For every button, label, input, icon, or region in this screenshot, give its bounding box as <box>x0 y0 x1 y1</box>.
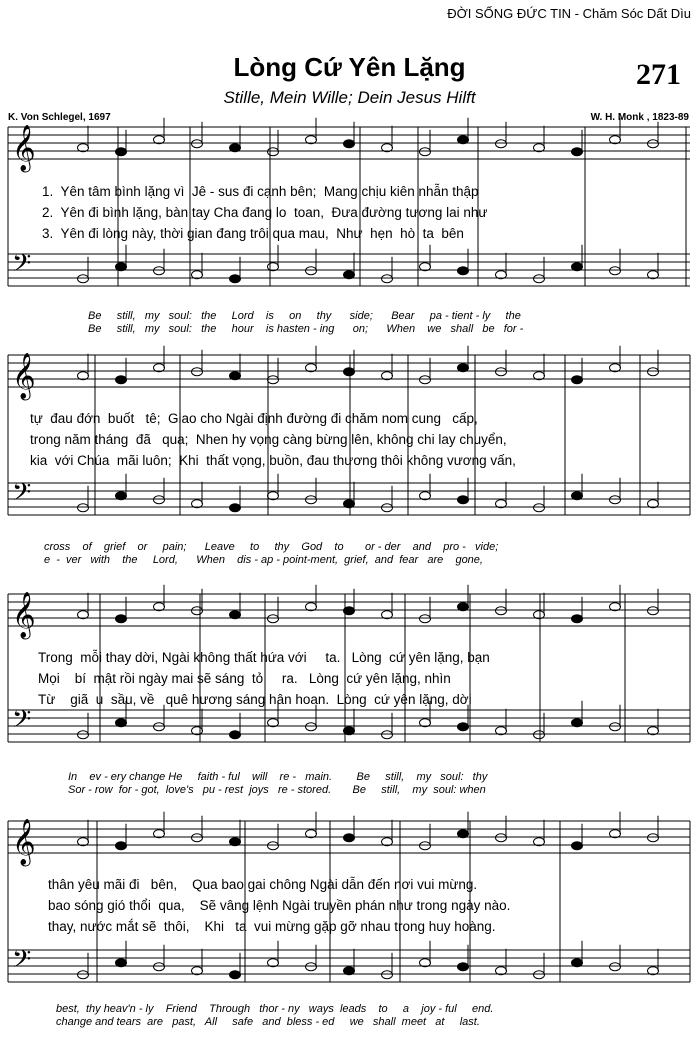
lyric-en-line: Be still, my soul: the hour is hasten - ing on; When we shall be for - <box>88 323 524 335</box>
note-head <box>382 971 393 979</box>
note-head <box>268 376 279 384</box>
lyric-vn-line: 1. Yên tâm bình lặng vì Jê - sus đi cạnh bên; Mang chịu kiên nhẫn thập <box>42 184 479 199</box>
treble-clef-icon: 𝄞 <box>12 592 36 638</box>
note-head <box>116 148 127 156</box>
bass-clef-icon: 𝄢 <box>12 478 32 513</box>
note-head <box>648 607 659 615</box>
note-head <box>268 615 279 623</box>
note-head <box>458 267 469 275</box>
note-head <box>572 615 583 623</box>
lyric-vn-line: Từ giã u sầu, về quê hương sáng hân hoan. Lòng cứ yên lặng, dời <box>38 692 472 707</box>
note-head <box>268 148 279 156</box>
note-head <box>496 368 507 376</box>
lyric-en-line: In ev - ery change He faith - ful will re - main. Be still, my soul: thy <box>68 771 488 783</box>
note-head <box>192 368 203 376</box>
lyric-vn-line: thay, nước mắt sẽ thôi, Khi ta vui mừng gặp gỡ nhau trong huy hoàng. <box>48 919 496 934</box>
note-head <box>496 834 507 842</box>
note-head <box>230 275 241 283</box>
note-head <box>116 959 127 967</box>
note-head <box>230 144 241 152</box>
note-head <box>458 136 469 144</box>
note-head <box>154 723 165 731</box>
note-head <box>344 140 355 148</box>
note-head <box>458 723 469 731</box>
note-head <box>154 496 165 504</box>
note-head <box>572 719 583 727</box>
note-head <box>534 504 545 512</box>
hymn-subtitle: Stille, Mein Wille; Dein Jesus Hilft <box>223 88 476 107</box>
note-head <box>610 723 621 731</box>
note-head <box>116 263 127 271</box>
book-header: ĐỜI SỐNG ĐỨC TIN - Chăm Sóc Dất Dìu <box>447 6 691 21</box>
note-head <box>572 148 583 156</box>
note-head <box>344 368 355 376</box>
lyric-vn-line: Mọi bí mật rồi ngày mai sẽ sáng tỏ ra. Lòng cứ yên lặng, nhìn <box>38 671 451 686</box>
note-head <box>610 267 621 275</box>
note-head <box>116 615 127 623</box>
note-head <box>458 496 469 504</box>
note-head <box>648 140 659 148</box>
note-head <box>192 140 203 148</box>
note-head <box>610 963 621 971</box>
note-head <box>534 731 545 739</box>
note-head <box>306 963 317 971</box>
note-head <box>230 838 241 846</box>
lyric-vn-line: bao sóng gió thổi qua, Sẽ vâng lệnh Ngài truyền phán như trong ngày nào. <box>48 898 511 913</box>
note-head <box>458 603 469 611</box>
note-head <box>458 364 469 372</box>
lyric-en-line: cross of grief or pain; Leave to thy God to or - der and pro - vide; <box>44 541 499 553</box>
note-head <box>382 275 393 283</box>
note-head <box>192 834 203 842</box>
note-head <box>648 368 659 376</box>
note-head <box>344 271 355 279</box>
note-head <box>420 615 431 623</box>
note-head <box>420 376 431 384</box>
note-head <box>192 607 203 615</box>
lyric-vn-line: Trong mỗi thay dời, Ngài không thất hứa với ta. Lòng cứ yên lặng, bạn <box>38 650 490 665</box>
note-head <box>230 372 241 380</box>
lyric-en-line: change and tears are past, All safe and bless - ed we shall meet at last. <box>56 1016 480 1028</box>
note-head <box>572 842 583 850</box>
note-head <box>78 504 89 512</box>
composer-credit: W. H. Monk , 1823-89 <box>590 112 689 123</box>
note-head <box>572 263 583 271</box>
lyric-vn-line: thân yêu mãi đi bên, Qua bao gai chông Ngài dẫn đến nơi vui mừng. <box>48 877 478 892</box>
lyric-vn-line: 2. Yên đi bình lặng, bàn tay Cha đang lo toan, Đưa đường tương lai như <box>42 205 488 220</box>
note-head <box>154 267 165 275</box>
note-head <box>230 611 241 619</box>
bass-clef-icon: 𝄢 <box>12 249 32 284</box>
lyric-en-line: best, thy heav'n - ly Friend Through thor - ny ways leads to a joy - ful end. <box>56 1003 494 1015</box>
note-head <box>344 500 355 508</box>
note-head <box>344 967 355 975</box>
note-head <box>230 731 241 739</box>
treble-clef-icon: 𝄞 <box>12 353 36 399</box>
note-head <box>306 496 317 504</box>
note-head <box>458 830 469 838</box>
note-head <box>154 963 165 971</box>
hymn-number: 271 <box>636 58 681 91</box>
note-head <box>572 492 583 500</box>
lyric-vn-line: 3. Yên đi lòng này, thời gian đang trôi qua mau, Như hẹn hò ta bên <box>42 226 464 241</box>
note-head <box>382 731 393 739</box>
author-credit: K. Von Schlegel, 1697 <box>8 112 111 123</box>
note-head <box>382 504 393 512</box>
note-head <box>116 719 127 727</box>
bass-clef-icon: 𝄢 <box>12 945 32 980</box>
note-head <box>496 140 507 148</box>
lyric-en-line: e - ver with the Lord, When dis - ap - point-ment, grief, and fear are gone, <box>44 554 483 566</box>
lyric-vn-line: kia với Chúa mãi luôn; Khi thất vọng, buồn, đau thương thôi không vương vấn, <box>30 453 516 468</box>
note-head <box>78 971 89 979</box>
note-head <box>496 607 507 615</box>
note-head <box>78 275 89 283</box>
note-head <box>116 492 127 500</box>
note-head <box>306 267 317 275</box>
note-head <box>572 376 583 384</box>
note-head <box>344 607 355 615</box>
note-head <box>534 275 545 283</box>
lyric-vn-line: tự đau đớn buốt tê; Giao cho Ngài định đường đi chăm nom cung cấp, <box>30 411 478 426</box>
treble-clef-icon: 𝄞 <box>12 819 36 865</box>
lyric-en-line: Sor - row for - got, love's pu - rest joys re - stored. Be still, my soul: when <box>68 784 486 796</box>
note-head <box>458 963 469 971</box>
lyric-en-line: Be still, my soul: the Lord is on thy side; Bear pa - tient - ly the <box>88 310 521 322</box>
note-head <box>534 971 545 979</box>
note-head <box>268 842 279 850</box>
bass-clef-icon: 𝄢 <box>12 705 32 740</box>
note-head <box>344 727 355 735</box>
note-head <box>116 842 127 850</box>
note-head <box>344 834 355 842</box>
note-head <box>420 842 431 850</box>
hymn-title: Lòng Cứ Yên Lặng <box>233 52 466 82</box>
note-head <box>306 723 317 731</box>
note-head <box>648 834 659 842</box>
lyric-vn-line: trong năm tháng đã qua; Nhen hy vọng càng bừng lên, không chi lay chuyển, <box>30 432 507 447</box>
note-head <box>78 731 89 739</box>
note-head <box>230 504 241 512</box>
treble-clef-icon: 𝄞 <box>12 125 36 171</box>
note-head <box>420 148 431 156</box>
note-head <box>230 971 241 979</box>
note-head <box>116 376 127 384</box>
note-head <box>610 496 621 504</box>
note-head <box>572 959 583 967</box>
